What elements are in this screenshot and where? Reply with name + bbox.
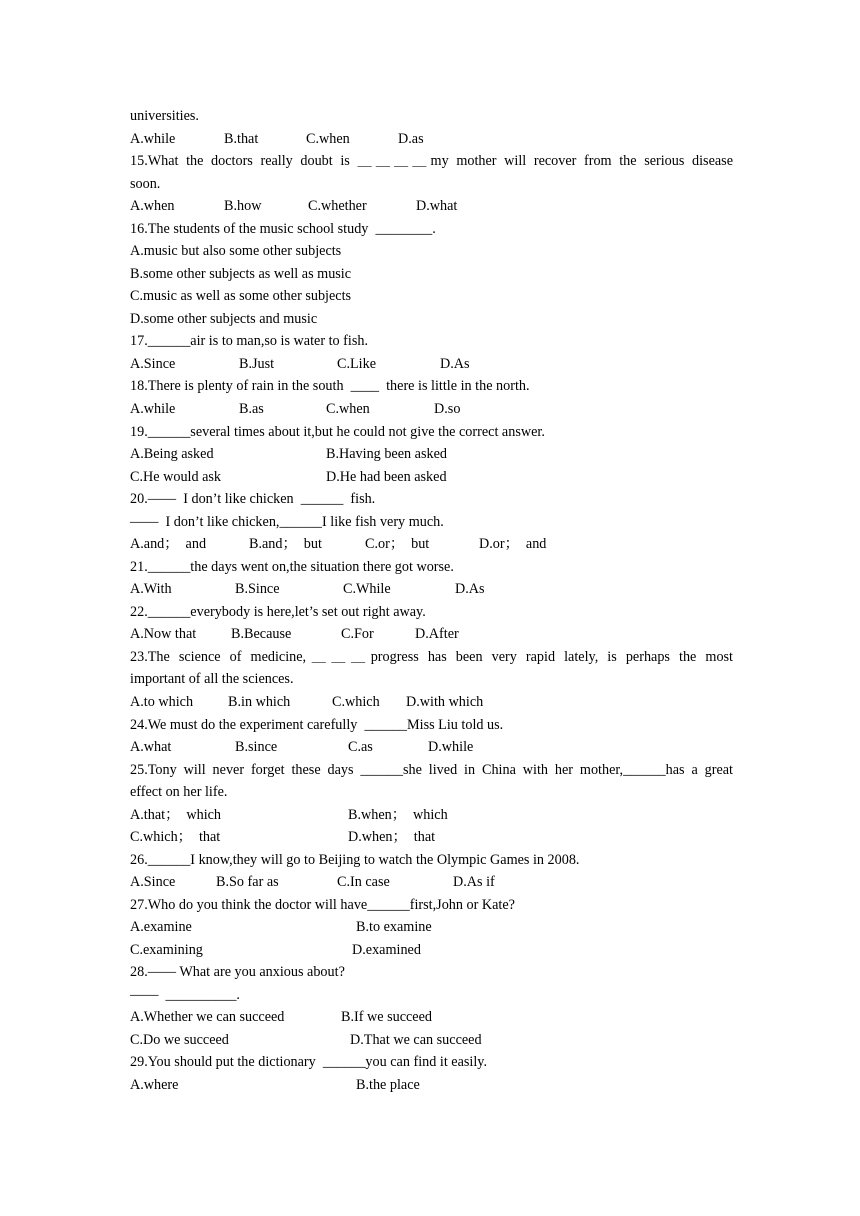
option-a: A.to which	[130, 694, 194, 710]
option-d: D.As if	[453, 874, 495, 890]
option-b: B.Having been asked	[326, 446, 447, 462]
option-a: A.Now that	[130, 626, 197, 642]
option-d: D.He had been asked	[326, 469, 447, 485]
option-a: A.while	[130, 131, 176, 147]
option-c: C.For	[341, 626, 374, 642]
option-b: B.how	[224, 198, 262, 214]
q16-option-b: B.some other subjects as well as music	[130, 266, 352, 282]
option-a: A.Whether we can succeed	[130, 1009, 285, 1025]
q29-options	[0, 1076, 860, 1094]
option-c: C.which； that	[130, 829, 221, 845]
question-17: 17.______air is to man,so is water to fish.	[130, 333, 369, 349]
option-d: D.After	[415, 626, 459, 642]
question-22: 22.______everybody is here,let’s set out right away.	[130, 604, 426, 620]
option-d: D.with which	[406, 694, 484, 710]
q16-option-d: D.some other subjects and music	[130, 311, 318, 327]
option-b: B.in which	[228, 694, 291, 710]
option-a: A.Since	[130, 874, 176, 890]
q25-options-ab	[0, 806, 860, 824]
option-a: A.while	[130, 401, 176, 417]
question-15-tail: soon.	[130, 176, 161, 192]
question-27: 27.Who do you think the doctor will have______first,John or Kate?	[130, 897, 515, 913]
q20-options	[0, 535, 860, 553]
option-a: A.when	[130, 198, 175, 214]
question-14-tail: universities.	[130, 108, 199, 124]
q25-options-cd	[0, 828, 860, 846]
q16-option-c: C.music as well as some other subjects	[130, 288, 352, 304]
option-c: C.While	[343, 581, 391, 597]
option-b: B.Just	[239, 356, 275, 372]
question-24: 24.We must do the experiment carefully ______Miss Liu told us.	[130, 717, 504, 733]
question-15: 15.What the doctors really doubt is ＿＿＿＿my mother will recover from the serious disease	[130, 153, 733, 169]
option-c: C.Like	[337, 356, 377, 372]
option-d: D.as	[398, 131, 424, 147]
option-b: B.So far as	[216, 874, 279, 890]
option-d: D.or； and	[479, 536, 547, 552]
option-a: A.With	[130, 581, 172, 597]
q14-options	[0, 130, 860, 148]
q26-options	[0, 873, 860, 891]
option-a: A.and； and	[130, 536, 207, 552]
q24-options	[0, 738, 860, 756]
option-c: C.whether	[308, 198, 367, 214]
question-25-tail: effect on her life.	[130, 784, 228, 800]
option-a: A.Since	[130, 356, 176, 372]
question-28-reply: —— __________.	[130, 987, 240, 1003]
q28-options-ab	[0, 1008, 860, 1026]
question-28: 28.—— What are you anxious about?	[130, 964, 345, 980]
option-c: C.or； but	[365, 536, 430, 552]
option-c: C.examining	[130, 942, 203, 958]
q27-options-ab	[0, 918, 860, 936]
q22-options	[0, 625, 860, 643]
question-19: 19.______several times about it,but he could not give the correct answer.	[130, 424, 545, 440]
question-23: 23.The science of medicine,＿＿＿progress has been very rapid lately, is perhaps the most	[130, 649, 733, 665]
question-18: 18.There is plenty of rain in the south ____ there is little in the north.	[130, 378, 530, 394]
option-b: B.to examine	[356, 919, 432, 935]
question-29: 29.You should put the dictionary ______you can find it easily.	[130, 1054, 488, 1070]
option-d: D.As	[455, 581, 485, 597]
q28-options-cd	[0, 1031, 860, 1049]
option-d: D.so	[434, 401, 461, 417]
q21-options	[0, 580, 860, 598]
question-23-tail: important of all the sciences.	[130, 671, 294, 687]
option-a: A.that； which	[130, 807, 222, 823]
option-c: C.which	[332, 694, 380, 710]
option-d: D.when； that	[348, 829, 436, 845]
q17-options	[0, 355, 860, 373]
option-c: C.He would ask	[130, 469, 222, 485]
option-b: B.and； but	[249, 536, 322, 552]
option-a: A.examine	[130, 919, 192, 935]
option-b: B.Since	[235, 581, 280, 597]
option-d: D.examined	[352, 942, 421, 958]
option-b: B.the place	[356, 1077, 420, 1093]
option-c: C.Do we succeed	[130, 1032, 229, 1048]
option-c: C.as	[348, 739, 373, 755]
question-26: 26.______I know,they will go to Beijing to watch the Olympic Games in 2008.	[130, 852, 580, 868]
question-25: 25.Tony will never forget these days ______she lived in China with her mother,______has a great	[130, 762, 733, 778]
question-20-reply: —— I don’t like chicken,______I like fish very much.	[130, 514, 444, 530]
option-b: B.since	[235, 739, 278, 755]
option-a: A.where	[130, 1077, 179, 1093]
q23-options	[0, 693, 860, 711]
option-d: D.That we can succeed	[350, 1032, 482, 1048]
option-b: B.If we succeed	[341, 1009, 432, 1025]
question-21: 21.______the days went on,the situation there got worse.	[130, 559, 454, 575]
option-a: A.Being asked	[130, 446, 214, 462]
q27-options-cd	[0, 941, 860, 959]
option-b: B.that	[224, 131, 259, 147]
q18-options	[0, 400, 860, 418]
option-c: C.when	[306, 131, 350, 147]
option-d: D.As	[440, 356, 470, 372]
question-20: 20.—— I don’t like chicken ______ fish.	[130, 491, 376, 507]
option-c: C.when	[326, 401, 370, 417]
option-c: C.In case	[337, 874, 390, 890]
option-a: A.what	[130, 739, 172, 755]
option-b: B.as	[239, 401, 264, 417]
option-b: B.Because	[231, 626, 292, 642]
q15-options	[0, 197, 860, 215]
q16-option-a: A.music but also some other subjects	[130, 243, 342, 259]
option-d: D.while	[428, 739, 474, 755]
q19-options-ab	[0, 445, 860, 463]
option-b: B.when； which	[348, 807, 448, 823]
question-16: 16.The students of the music school study ________.	[130, 221, 436, 237]
option-d: D.what	[416, 198, 458, 214]
q19-options-cd	[0, 468, 860, 486]
